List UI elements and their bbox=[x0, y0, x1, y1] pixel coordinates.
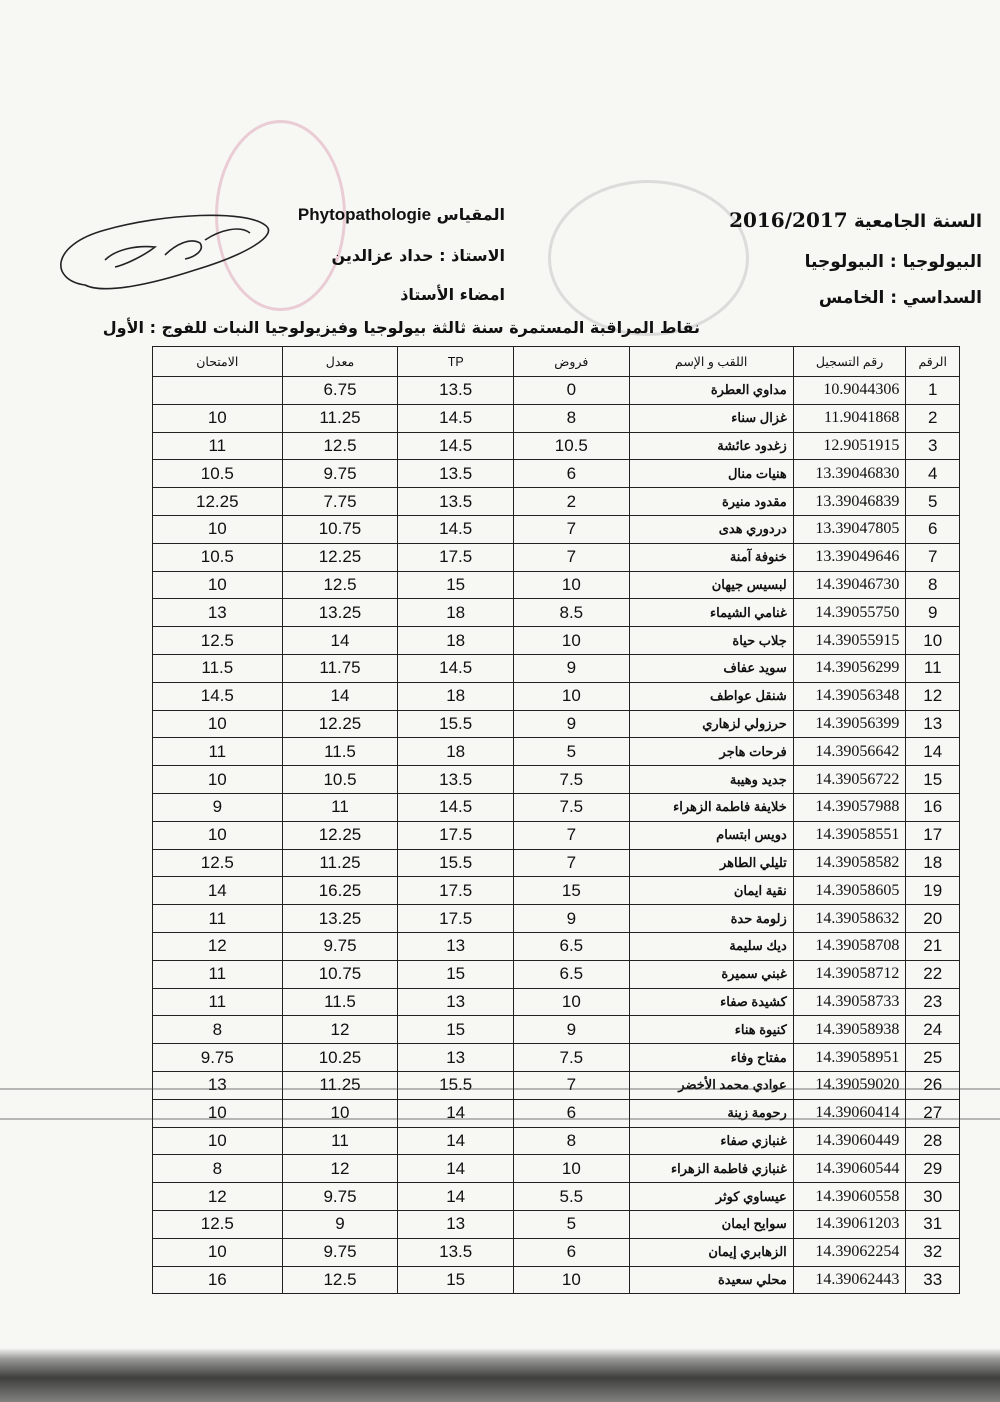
row-index: 29 bbox=[906, 1155, 960, 1183]
row-name: الزهابري إيمان bbox=[629, 1238, 793, 1266]
row-name: خلايفة فاطمة الزهراء bbox=[629, 793, 793, 821]
row-registration: 14.39056722 bbox=[793, 766, 906, 794]
table-row bbox=[153, 766, 960, 794]
table-row bbox=[153, 932, 960, 960]
row-name: شنقل عواطف bbox=[629, 682, 793, 710]
row-index: 13 bbox=[906, 710, 960, 738]
row-registration: 13.39049646 bbox=[793, 543, 906, 571]
row-average: 7.75 bbox=[282, 488, 398, 516]
row-average: 6.75 bbox=[282, 377, 398, 405]
row-exam: 11 bbox=[153, 988, 283, 1016]
table-row bbox=[153, 738, 960, 766]
row-registration: 11.9041868 bbox=[793, 404, 906, 432]
row-name: كشيدة صفاء bbox=[629, 988, 793, 1016]
row-tp: 15 bbox=[398, 1266, 514, 1294]
col-index: الرقم bbox=[906, 347, 960, 377]
row-index: 14 bbox=[906, 738, 960, 766]
row-average: 12 bbox=[282, 1016, 398, 1044]
row-average: 11.25 bbox=[282, 1071, 398, 1099]
row-exam: 10 bbox=[153, 1099, 283, 1127]
col-registration: رقم التسجيل bbox=[793, 347, 906, 377]
row-name: كنيوة هناء bbox=[629, 1016, 793, 1044]
row-registration: 14.39056348 bbox=[793, 682, 906, 710]
row-tp: 13.5 bbox=[398, 460, 514, 488]
row-name: سوايح ايمان bbox=[629, 1210, 793, 1238]
row-tp: 13 bbox=[398, 932, 514, 960]
table-row bbox=[153, 1016, 960, 1044]
row-index: 33 bbox=[906, 1266, 960, 1294]
row-registration: 14.39056299 bbox=[793, 654, 906, 682]
document-title: نقاط المراقبة المستمرة سنة ثالثة بيولوجيا وفيزيولوجيا النبات للفوج : الأول bbox=[102, 318, 700, 337]
row-registration: 14.39060449 bbox=[793, 1127, 906, 1155]
row-index: 30 bbox=[906, 1183, 960, 1211]
row-registration: 13.39046830 bbox=[793, 460, 906, 488]
row-registration: 14.39058632 bbox=[793, 905, 906, 933]
row-registration: 12.9051915 bbox=[793, 432, 906, 460]
row-tp: 15.5 bbox=[398, 849, 514, 877]
row-homework: 5 bbox=[514, 738, 630, 766]
table-row bbox=[153, 1127, 960, 1155]
row-homework: 5 bbox=[514, 1210, 630, 1238]
row-name: دردوري هدى bbox=[629, 515, 793, 543]
row-tp: 17.5 bbox=[398, 543, 514, 571]
row-name: محلي سعيدة bbox=[629, 1266, 793, 1294]
row-average: 11.25 bbox=[282, 849, 398, 877]
row-index: 26 bbox=[906, 1071, 960, 1099]
row-tp: 13.5 bbox=[398, 488, 514, 516]
row-tp: 14.5 bbox=[398, 515, 514, 543]
table-row bbox=[153, 793, 960, 821]
row-exam: 10 bbox=[153, 571, 283, 599]
row-average: 12.25 bbox=[282, 710, 398, 738]
table-row bbox=[153, 849, 960, 877]
module bbox=[298, 205, 505, 225]
row-index: 6 bbox=[906, 515, 960, 543]
row-exam bbox=[153, 377, 283, 405]
row-tp: 13.5 bbox=[398, 377, 514, 405]
row-tp: 18 bbox=[398, 682, 514, 710]
row-tp: 15.5 bbox=[398, 710, 514, 738]
row-average: 12.5 bbox=[282, 1266, 398, 1294]
row-index: 15 bbox=[906, 766, 960, 794]
row-average: 14 bbox=[282, 682, 398, 710]
row-exam: 11 bbox=[153, 905, 283, 933]
row-exam: 11 bbox=[153, 960, 283, 988]
row-index: 23 bbox=[906, 988, 960, 1016]
row-homework: 2 bbox=[514, 488, 630, 516]
table-row bbox=[153, 682, 960, 710]
row-name: غنامي الشيماء bbox=[629, 599, 793, 627]
row-tp: 13.5 bbox=[398, 1238, 514, 1266]
row-tp: 14.5 bbox=[398, 404, 514, 432]
row-homework: 7 bbox=[514, 543, 630, 571]
row-homework: 10 bbox=[514, 627, 630, 655]
row-registration: 10.9044306 bbox=[793, 377, 906, 405]
row-exam: 12.5 bbox=[153, 1210, 283, 1238]
row-tp: 14.5 bbox=[398, 432, 514, 460]
row-name: غزال سناء bbox=[629, 404, 793, 432]
row-tp: 13 bbox=[398, 988, 514, 1016]
grades-table bbox=[152, 346, 960, 1294]
table-row bbox=[153, 599, 960, 627]
row-homework: 6.5 bbox=[514, 960, 630, 988]
table-row bbox=[153, 1210, 960, 1238]
row-average: 13.25 bbox=[282, 599, 398, 627]
table-row bbox=[153, 1183, 960, 1211]
row-exam: 14.5 bbox=[153, 682, 283, 710]
row-name: زلومة حدة bbox=[629, 905, 793, 933]
row-homework: 9 bbox=[514, 654, 630, 682]
row-exam: 10 bbox=[153, 1127, 283, 1155]
row-exam: 11 bbox=[153, 738, 283, 766]
row-index: 28 bbox=[906, 1127, 960, 1155]
scan-smear bbox=[0, 1348, 1000, 1402]
row-exam: 9 bbox=[153, 793, 283, 821]
row-registration: 14.39062254 bbox=[793, 1238, 906, 1266]
row-name: غبني سميرة bbox=[629, 960, 793, 988]
table-row bbox=[153, 460, 960, 488]
row-homework: 5.5 bbox=[514, 1183, 630, 1211]
row-index: 3 bbox=[906, 432, 960, 460]
row-registration: 14.39058712 bbox=[793, 960, 906, 988]
row-name: هنيات منال bbox=[629, 460, 793, 488]
row-registration: 14.39046730 bbox=[793, 571, 906, 599]
row-average: 16.25 bbox=[282, 877, 398, 905]
row-index: 12 bbox=[906, 682, 960, 710]
row-exam: 16 bbox=[153, 1266, 283, 1294]
table-row bbox=[153, 905, 960, 933]
row-homework: 8.5 bbox=[514, 599, 630, 627]
row-exam: 12.25 bbox=[153, 488, 283, 516]
row-name: عيساوي كوثر bbox=[629, 1183, 793, 1211]
row-index: 20 bbox=[906, 905, 960, 933]
table-row bbox=[153, 1044, 960, 1072]
row-exam: 12 bbox=[153, 1183, 283, 1211]
row-tp: 17.5 bbox=[398, 821, 514, 849]
row-exam: 10 bbox=[153, 515, 283, 543]
row-index: 24 bbox=[906, 1016, 960, 1044]
row-name: رحومة زينة bbox=[629, 1099, 793, 1127]
row-index: 31 bbox=[906, 1210, 960, 1238]
row-homework: 10 bbox=[514, 1155, 630, 1183]
row-registration: 14.39062443 bbox=[793, 1266, 906, 1294]
row-exam: 13 bbox=[153, 1071, 283, 1099]
table-row bbox=[153, 1238, 960, 1266]
row-registration: 14.39058951 bbox=[793, 1044, 906, 1072]
col-homework: فروض bbox=[514, 347, 630, 377]
row-index: 1 bbox=[906, 377, 960, 405]
table-header-row bbox=[153, 347, 960, 377]
row-tp: 13 bbox=[398, 1210, 514, 1238]
module-label: المقياس bbox=[436, 205, 505, 224]
row-exam: 10 bbox=[153, 1238, 283, 1266]
row-registration: 14.39055915 bbox=[793, 627, 906, 655]
row-homework: 10 bbox=[514, 682, 630, 710]
row-average: 9.75 bbox=[282, 932, 398, 960]
row-index: 9 bbox=[906, 599, 960, 627]
row-index: 19 bbox=[906, 877, 960, 905]
scan-artifact bbox=[0, 1088, 1000, 1090]
row-exam: 11 bbox=[153, 432, 283, 460]
row-exam: 10 bbox=[153, 404, 283, 432]
row-exam: 8 bbox=[153, 1016, 283, 1044]
row-average: 12.25 bbox=[282, 821, 398, 849]
row-registration: 14.39059020 bbox=[793, 1071, 906, 1099]
row-average: 10.5 bbox=[282, 766, 398, 794]
row-registration: 14.39057988 bbox=[793, 793, 906, 821]
table-row bbox=[153, 571, 960, 599]
row-name: مقدود منيرة bbox=[629, 488, 793, 516]
row-homework: 9 bbox=[514, 905, 630, 933]
professor-signature bbox=[45, 195, 275, 305]
row-homework: 6.5 bbox=[514, 932, 630, 960]
table-row bbox=[153, 432, 960, 460]
row-homework: 7.5 bbox=[514, 766, 630, 794]
row-homework: 9 bbox=[514, 710, 630, 738]
row-name: دويس ابتسام bbox=[629, 821, 793, 849]
row-registration: 14.39058605 bbox=[793, 877, 906, 905]
row-homework: 6 bbox=[514, 1238, 630, 1266]
row-name: تليلي الطاهر bbox=[629, 849, 793, 877]
row-registration: 14.39058551 bbox=[793, 821, 906, 849]
table-row bbox=[153, 1099, 960, 1127]
row-index: 8 bbox=[906, 571, 960, 599]
row-homework: 6 bbox=[514, 460, 630, 488]
row-exam: 10 bbox=[153, 766, 283, 794]
row-name: غنبازي فاطمة الزهراء bbox=[629, 1155, 793, 1183]
row-average: 14 bbox=[282, 627, 398, 655]
row-index: 32 bbox=[906, 1238, 960, 1266]
row-homework: 10 bbox=[514, 1266, 630, 1294]
academic-year-value: 2016/2017 bbox=[729, 208, 848, 232]
row-tp: 14 bbox=[398, 1099, 514, 1127]
row-index: 5 bbox=[906, 488, 960, 516]
row-average: 11 bbox=[282, 1127, 398, 1155]
table-row bbox=[153, 710, 960, 738]
row-homework: 7 bbox=[514, 1071, 630, 1099]
row-average: 11.75 bbox=[282, 654, 398, 682]
row-exam: 12 bbox=[153, 932, 283, 960]
row-tp: 14 bbox=[398, 1127, 514, 1155]
row-index: 2 bbox=[906, 404, 960, 432]
row-registration: 14.39060558 bbox=[793, 1183, 906, 1211]
row-name: خنوفة آمنة bbox=[629, 543, 793, 571]
row-tp: 18 bbox=[398, 599, 514, 627]
row-registration: 14.39055750 bbox=[793, 599, 906, 627]
row-average: 12.5 bbox=[282, 432, 398, 460]
table-row bbox=[153, 515, 960, 543]
row-exam: 13 bbox=[153, 599, 283, 627]
row-registration: 14.39058938 bbox=[793, 1016, 906, 1044]
row-tp: 13 bbox=[398, 1044, 514, 1072]
row-exam: 11.5 bbox=[153, 654, 283, 682]
row-tp: 18 bbox=[398, 627, 514, 655]
col-average: معدل bbox=[282, 347, 398, 377]
row-index: 27 bbox=[906, 1099, 960, 1127]
row-name: حرزولي لزهاري bbox=[629, 710, 793, 738]
row-name: لبسيس جيهان bbox=[629, 571, 793, 599]
row-name: عوادي محمد الأخضر bbox=[629, 1071, 793, 1099]
table-row bbox=[153, 627, 960, 655]
table-row bbox=[153, 1071, 960, 1099]
row-tp: 17.5 bbox=[398, 905, 514, 933]
row-average: 12 bbox=[282, 1155, 398, 1183]
row-index: 10 bbox=[906, 627, 960, 655]
row-exam: 8 bbox=[153, 1155, 283, 1183]
table-body bbox=[153, 377, 960, 1294]
row-index: 11 bbox=[906, 654, 960, 682]
table-row bbox=[153, 988, 960, 1016]
row-tp: 17.5 bbox=[398, 877, 514, 905]
row-index: 25 bbox=[906, 1044, 960, 1072]
official-stamp-gray bbox=[548, 180, 749, 336]
row-average: 11.25 bbox=[282, 404, 398, 432]
row-average: 9 bbox=[282, 1210, 398, 1238]
row-tp: 14.5 bbox=[398, 654, 514, 682]
row-average: 9.75 bbox=[282, 460, 398, 488]
row-homework: 8 bbox=[514, 1127, 630, 1155]
row-index: 17 bbox=[906, 821, 960, 849]
row-tp: 15 bbox=[398, 1016, 514, 1044]
row-exam: 12.5 bbox=[153, 849, 283, 877]
row-exam: 10 bbox=[153, 710, 283, 738]
academic-year-label: السنة الجامعية bbox=[853, 211, 982, 232]
row-average: 9.75 bbox=[282, 1183, 398, 1211]
table-row bbox=[153, 377, 960, 405]
row-index: 21 bbox=[906, 932, 960, 960]
row-name: فرحات هاجر bbox=[629, 738, 793, 766]
table-row bbox=[153, 821, 960, 849]
row-tp: 14.5 bbox=[398, 793, 514, 821]
row-name: مفتاح وفاء bbox=[629, 1044, 793, 1072]
row-tp: 13.5 bbox=[398, 766, 514, 794]
row-average: 10 bbox=[282, 1099, 398, 1127]
row-homework: 7.5 bbox=[514, 793, 630, 821]
table-row bbox=[153, 488, 960, 516]
row-homework: 7 bbox=[514, 849, 630, 877]
row-registration: 14.39058708 bbox=[793, 932, 906, 960]
scan-artifact bbox=[0, 1118, 1000, 1120]
table-row bbox=[153, 960, 960, 988]
row-exam: 9.75 bbox=[153, 1044, 283, 1072]
row-name: سويد عفاف bbox=[629, 654, 793, 682]
row-index: 22 bbox=[906, 960, 960, 988]
semester: السداسي : الخامس bbox=[818, 288, 982, 308]
row-average: 13.25 bbox=[282, 905, 398, 933]
row-registration: 14.39058733 bbox=[793, 988, 906, 1016]
table-row bbox=[153, 404, 960, 432]
module-value: Phytopathologie bbox=[297, 205, 432, 224]
table-row bbox=[153, 877, 960, 905]
row-average: 9.75 bbox=[282, 1238, 398, 1266]
row-registration: 14.39058582 bbox=[793, 849, 906, 877]
row-homework: 0 bbox=[514, 377, 630, 405]
row-tp: 15.5 bbox=[398, 1071, 514, 1099]
row-registration: 14.39060544 bbox=[793, 1155, 906, 1183]
row-homework: 10 bbox=[514, 571, 630, 599]
table-row bbox=[153, 1266, 960, 1294]
specialty: البيولوجيا : البيولوجيا bbox=[804, 252, 982, 272]
row-average: 11.5 bbox=[282, 988, 398, 1016]
row-homework: 7.5 bbox=[514, 1044, 630, 1072]
row-index: 16 bbox=[906, 793, 960, 821]
row-homework: 10 bbox=[514, 988, 630, 1016]
row-exam: 10.5 bbox=[153, 543, 283, 571]
table-row bbox=[153, 543, 960, 571]
row-tp: 15 bbox=[398, 571, 514, 599]
row-homework: 9 bbox=[514, 1016, 630, 1044]
col-tp: TP bbox=[398, 347, 514, 377]
table-row bbox=[153, 654, 960, 682]
row-registration: 14.39060414 bbox=[793, 1099, 906, 1127]
academic-year bbox=[729, 208, 982, 232]
row-average: 10.25 bbox=[282, 1044, 398, 1072]
row-exam: 10.5 bbox=[153, 460, 283, 488]
row-average: 12.25 bbox=[282, 543, 398, 571]
col-exam: الامتحان bbox=[153, 347, 283, 377]
row-name: ديك سليمة bbox=[629, 932, 793, 960]
row-exam: 14 bbox=[153, 877, 283, 905]
row-exam: 10 bbox=[153, 821, 283, 849]
row-name: غنبازي صفاء bbox=[629, 1127, 793, 1155]
row-name: جلاب حياة bbox=[629, 627, 793, 655]
row-homework: 7 bbox=[514, 515, 630, 543]
row-homework: 15 bbox=[514, 877, 630, 905]
row-homework: 7 bbox=[514, 821, 630, 849]
professor-name: الاستاذ : حداد عزالدين bbox=[331, 246, 505, 265]
row-registration: 14.39061203 bbox=[793, 1210, 906, 1238]
signature-label: امضاء الأستاذ bbox=[400, 285, 505, 304]
row-registration: 14.39056399 bbox=[793, 710, 906, 738]
row-name: جديد وهيبة bbox=[629, 766, 793, 794]
row-index: 18 bbox=[906, 849, 960, 877]
col-name: اللقب و الإسم bbox=[629, 347, 793, 377]
row-name: مداوي العطرة bbox=[629, 377, 793, 405]
row-registration: 13.39046839 bbox=[793, 488, 906, 516]
row-average: 12.5 bbox=[282, 571, 398, 599]
row-tp: 14 bbox=[398, 1183, 514, 1211]
row-tp: 14 bbox=[398, 1155, 514, 1183]
row-tp: 18 bbox=[398, 738, 514, 766]
row-average: 11.5 bbox=[282, 738, 398, 766]
table-row bbox=[153, 1155, 960, 1183]
row-name: زغدود عائشة bbox=[629, 432, 793, 460]
row-average: 11 bbox=[282, 793, 398, 821]
row-tp: 15 bbox=[398, 960, 514, 988]
row-homework: 6 bbox=[514, 1099, 630, 1127]
row-registration: 13.39047805 bbox=[793, 515, 906, 543]
row-homework: 8 bbox=[514, 404, 630, 432]
row-index: 4 bbox=[906, 460, 960, 488]
row-average: 10.75 bbox=[282, 960, 398, 988]
row-average: 10.75 bbox=[282, 515, 398, 543]
row-exam: 12.5 bbox=[153, 627, 283, 655]
row-index: 7 bbox=[906, 543, 960, 571]
row-name: نقية ايمان bbox=[629, 877, 793, 905]
row-registration: 14.39056642 bbox=[793, 738, 906, 766]
row-homework: 10.5 bbox=[514, 432, 630, 460]
